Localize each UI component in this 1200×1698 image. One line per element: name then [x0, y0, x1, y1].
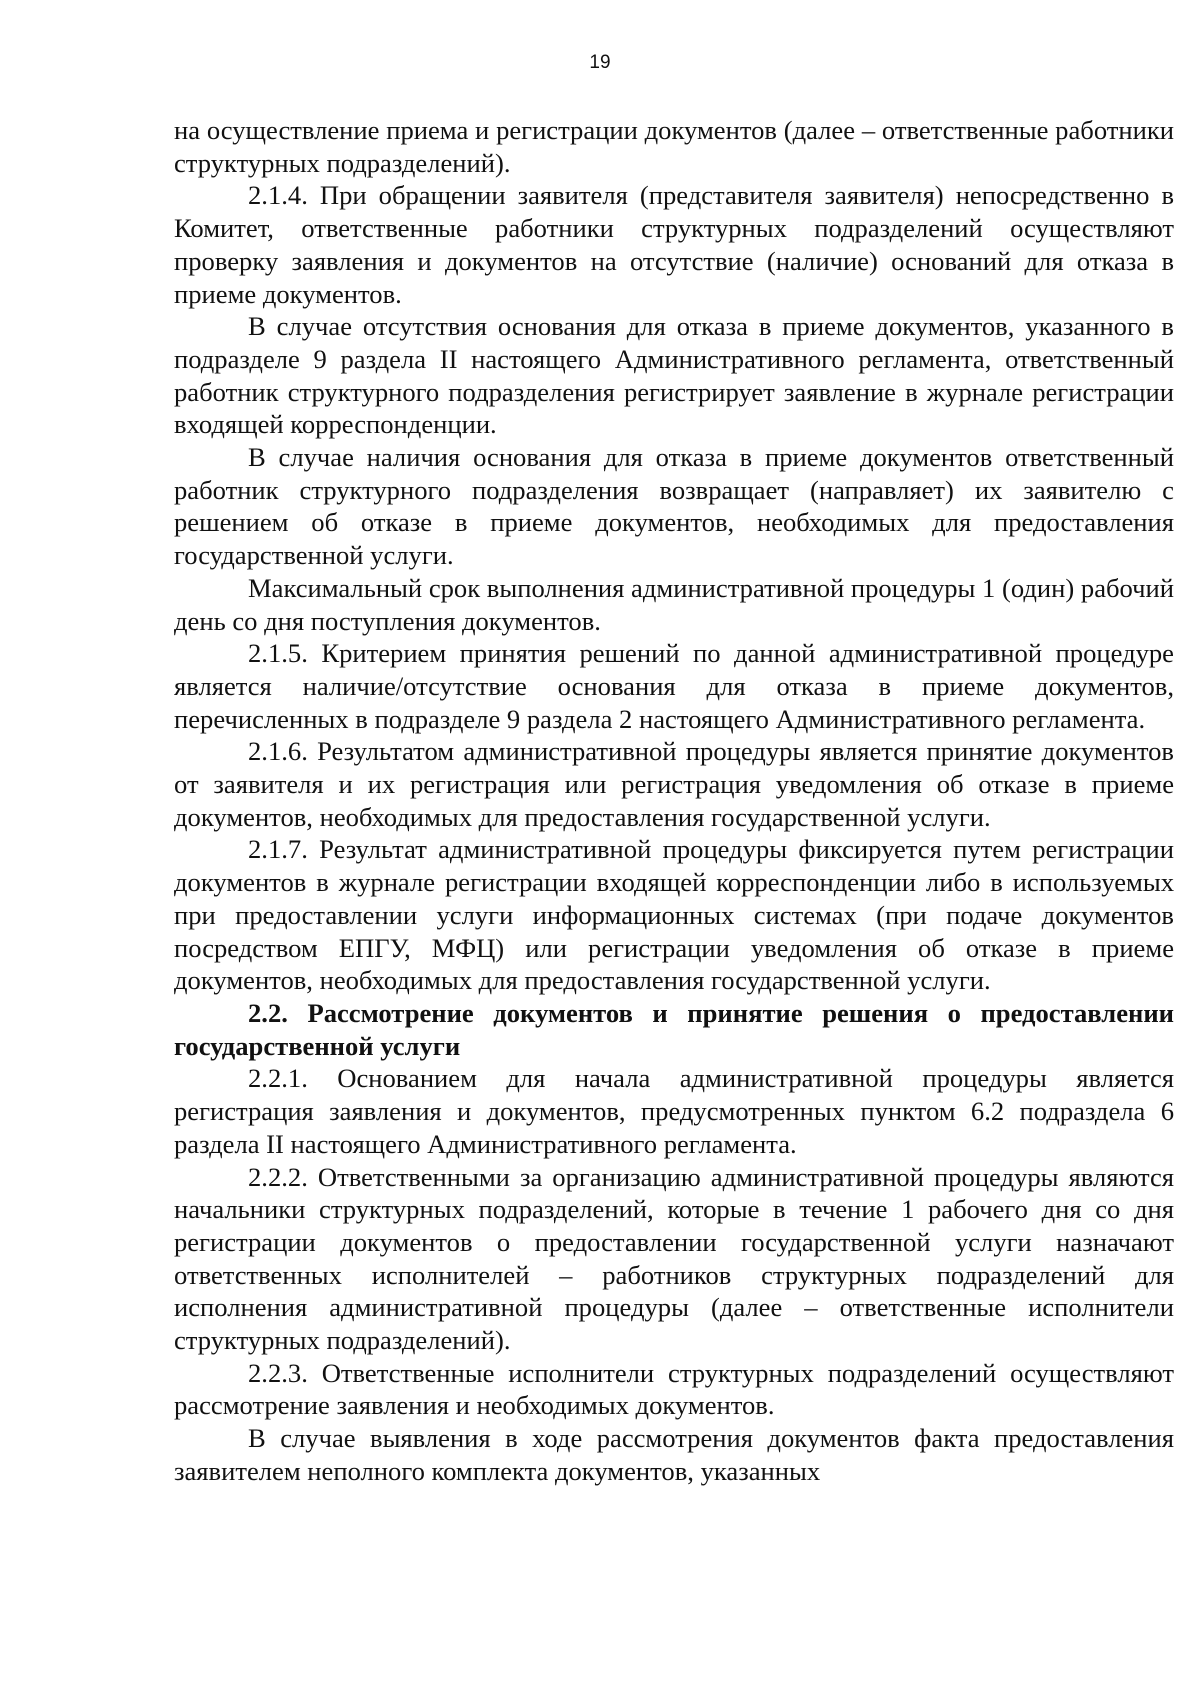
paragraph-11: 2.2.2. Ответственными за организацию административной процедуры являются начальники структурных подразделений, которые в течение 1 рабочего дня со дня регистрации документов о предоставлении государственной услуги назначают ответственных исполнителей – работников структурных подразделений для исполнения административной процедуры (далее – ответственные исполнители структурных подразделений). [174, 1161, 1174, 1356]
page-number: 19 [589, 52, 611, 73]
document-body [174, 114, 1174, 1488]
paragraph-7: 2.1.6. Результатом административной процедуры является принятие документов от заявителя и их регистрация или регистрация уведомления об отказе в приеме документов, необходимых для предоставления государственной услуги. [174, 736, 1174, 832]
paragraph-5: Максимальный срок выполнения административной процедуры 1 (один) рабочий день со дня поступления документов. [174, 572, 1174, 636]
paragraph-6: 2.1.5. Критерием принятия решений по данной административной процедуре является наличие/отсутствие основания для отказа в приеме документов, перечисленных в подразделе 9 раздела 2 настоящего Административного регламента. [174, 638, 1174, 734]
paragraph-3: В случае отсутствия основания для отказа в приеме документов, указанного в подразделе 9 раздела II настоящего Административного регламента, ответственный работник структурного подразделения регистрирует заявление в журнале регистрации входящей корреспонденции. [174, 311, 1174, 440]
section-heading: 2.2. Рассмотрение документов и принятие решения о предоставлении государственной услуги [174, 997, 1174, 1061]
paragraph-13: В случае выявления в ходе рассмотрения документов факта предоставления заявителем неполного комплекта документов, указанных [174, 1423, 1174, 1486]
paragraph-8: 2.1.7. Результат административной процедуры фиксируется путем регистрации документов в журнале регистрации входящей корреспонденции либо в используемых при предоставлении услуги информационных системах (при подаче документов посредством ЕПГУ, МФЦ) или регистрации уведомления об отказе в приеме документов, необходимых для предоставления государственной услуги. [174, 834, 1174, 996]
paragraph-2: 2.1.4. При обращении заявителя (представителя заявителя) непосредственно в Комитет, ответственные работники структурных подразделений осуществляют проверку заявления и документов на отсутствие (наличие) оснований для отказа в приеме документов. [174, 180, 1174, 309]
paragraph-1: на осуществление приема и регистрации документов (далее – ответственные работники структурных подразделений). [174, 115, 1174, 178]
paragraph-12: 2.2.3. Ответственные исполнители структурных подразделений осуществляют рассмотрение заявления и необходимых документов. [174, 1357, 1174, 1421]
paragraph-10: 2.2.1. Основанием для начала административной процедуры является регистрация заявления и документов, предусмотренных пунктом 6.2 подраздела 6 раздела II настоящего Административного регламента. [174, 1063, 1174, 1159]
paragraph-4: В случае наличия основания для отказа в приеме документов ответственный работник структурного подразделения возвращает (направляет) их заявителю с решением об отказе в приеме документов, необходимых для предоставления государственной услуги. [174, 442, 1174, 571]
